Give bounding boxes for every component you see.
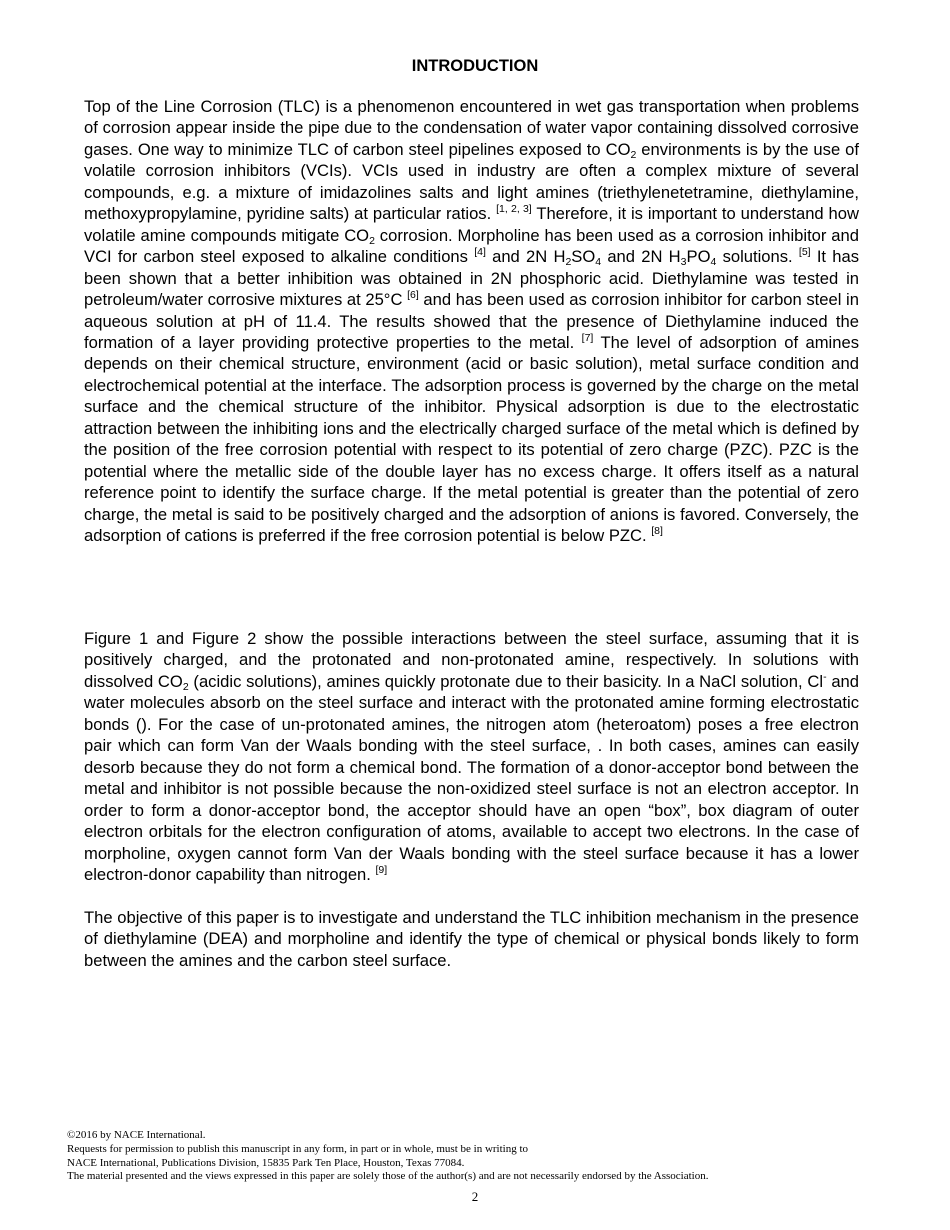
text-run: Figure 1 and Figure 2 show the possible interactions between the steel surface, assuming that it is positively charged, and the protonated and non-protonated amine, respectively. In solutions with dissolved CO: [84, 629, 859, 691]
subscript: 2: [565, 256, 572, 269]
text-run: and 2N H: [601, 247, 681, 267]
footer-permission-line-2: NACE International, Publications Division, 15835 Park Ten Place, Houston, Texas 77084.: [67, 1156, 465, 1169]
superscript: -: [823, 670, 827, 683]
text-run: environments is by the use of volatile corrosion inhibitors (VCIs). VCIs used in industry are often a complex mixture of several compounds, e.g. a mixture of imidazolines salts and light amines (triethylenetetramine, diethylamine, methoxypropylamine, pyridine salts) at particular ratios.: [84, 139, 859, 224]
citation-superscript: [8]: [651, 525, 663, 538]
text-run: corrosion. Morpholine has been used as a corrosion inhibitor and VCI for carbon steel exposed to alkaline conditions: [84, 225, 859, 267]
text-run: Top of the Line Corrosion (TLC) is a phenomenon encountered in wet gas transportation when problems of corrosion appear inside the pipe due to the condensation of water vapor containing dissolved corrosive gases. One way to minimize TLC of carbon steel pipelines exposed to CO: [84, 97, 859, 159]
text-run: SO: [571, 247, 596, 267]
citation-superscript: [9]: [375, 863, 388, 876]
text-run: solutions.: [716, 247, 799, 267]
subscript: 2: [182, 680, 189, 693]
subscript: 2: [630, 148, 637, 161]
section-heading: INTRODUCTION: [411, 57, 539, 75]
page-number: 2: [471, 1189, 479, 1204]
subscript: 3: [680, 256, 687, 269]
text-run: Therefore, it is important to understand how volatile amine compounds mitigate CO: [84, 204, 859, 245]
footer-copyright: ©2016 by NACE International.: [67, 1129, 206, 1141]
text-run: (acidic solutions), amines quickly protonate due to their basicity. In a NaCl solution, Cl: [188, 671, 824, 691]
subscript: 2: [369, 234, 375, 247]
text-run: and water molecules absorb on the steel surface and interact with the protonated amine forming electrostatic bonds (). For the case of un-protonated amines, the nitrogen atom (heteroatom) poses a free electron pair which can form Van der Waals bonding with the steel surface, . In both cases, amines can easily desorb because they do not form a chemical bond. The formation of a donor-acceptor bond between the metal and inhibitor is not possible because the non-oxidized steel surface is not an electron acceptor. In order to form a donor-acceptor bond, the acceptor should have an open “box”, box diagram of outer electron orbitals for the electron configuration of atoms, available to accept two electrons. In the case of morpholine, oxygen cannot form Van der Waals bonding with the steel surface because it has a lower electron-donor capability than nitrogen.: [84, 671, 860, 884]
footer-disclaimer: The material presented and the views expressed in this paper are solely those of the author(s) and are not necessarily endorsed by the Association.: [67, 1170, 709, 1183]
text-run: It has been shown that a better inhibition was obtained in 2N phosphoric acid. Diethylamine was tested in petroleum/water corrosive mixtures at 25°C: [84, 247, 860, 310]
text-run: and 2N H: [485, 247, 566, 267]
paragraph-amine-interactions: [84, 628, 859, 885]
citation-superscript: [7]: [581, 331, 594, 344]
text-run: and has been used as corrosion inhibitor for carbon steel in aqueous solution at pH of 11.4. The results showed that the presence of Diethylamine induced the formation of a layer providing protective properties to the metal.: [84, 290, 859, 352]
citation-superscript: [6]: [407, 289, 419, 302]
citation-superscript: [4]: [474, 246, 486, 259]
text-run: The level of adsorption of amines depends on their chemical structure, environment (acid or basic solution), metal surface condition and electrochemical potential at the interface. The adsorption process is governed by the charge on the metal surface and the chemical structure of the inhibitor. Physical adsorption is due to the electrostatic attraction between the inhibiting ions and the electrically charged surface of the metal which is defined by the position of the free corrosion potential with respect to its potential of zero charge (PZC). PZC is the potential where the metallic side of the double layer has no excess charge. It offers itself as a natural reference point to identify the surface charge. If the metal potential is greater than the potential of zero charge, the metal is said to be positively charged and the adsorption of anions is favored. Conversely, the adsorption of cations is preferred if the free corrosion potential is below PZC.: [84, 332, 859, 546]
copyright-footer: [67, 1129, 887, 1184]
paragraph-objective: The objective of this paper is to investigate and understand the TLC inhibition mechanism in the presence of diethylamine (DEA) and morpholine and identify the type of chemical or physical bonds likely to form between the amines and the carbon steel surface.: [84, 908, 859, 970]
subscript: 4: [710, 256, 717, 269]
citation-superscript: [5]: [798, 246, 811, 259]
citation-superscript: [1, 2, 3]: [496, 203, 532, 216]
footer-permission-line-1: Requests for permission to publish this manuscript in any form, in part or in whole, must be in writing to: [67, 1142, 529, 1155]
subscript: 4: [595, 256, 602, 269]
paragraph-tlc-background: [84, 96, 859, 547]
text-run: PO: [686, 247, 711, 267]
